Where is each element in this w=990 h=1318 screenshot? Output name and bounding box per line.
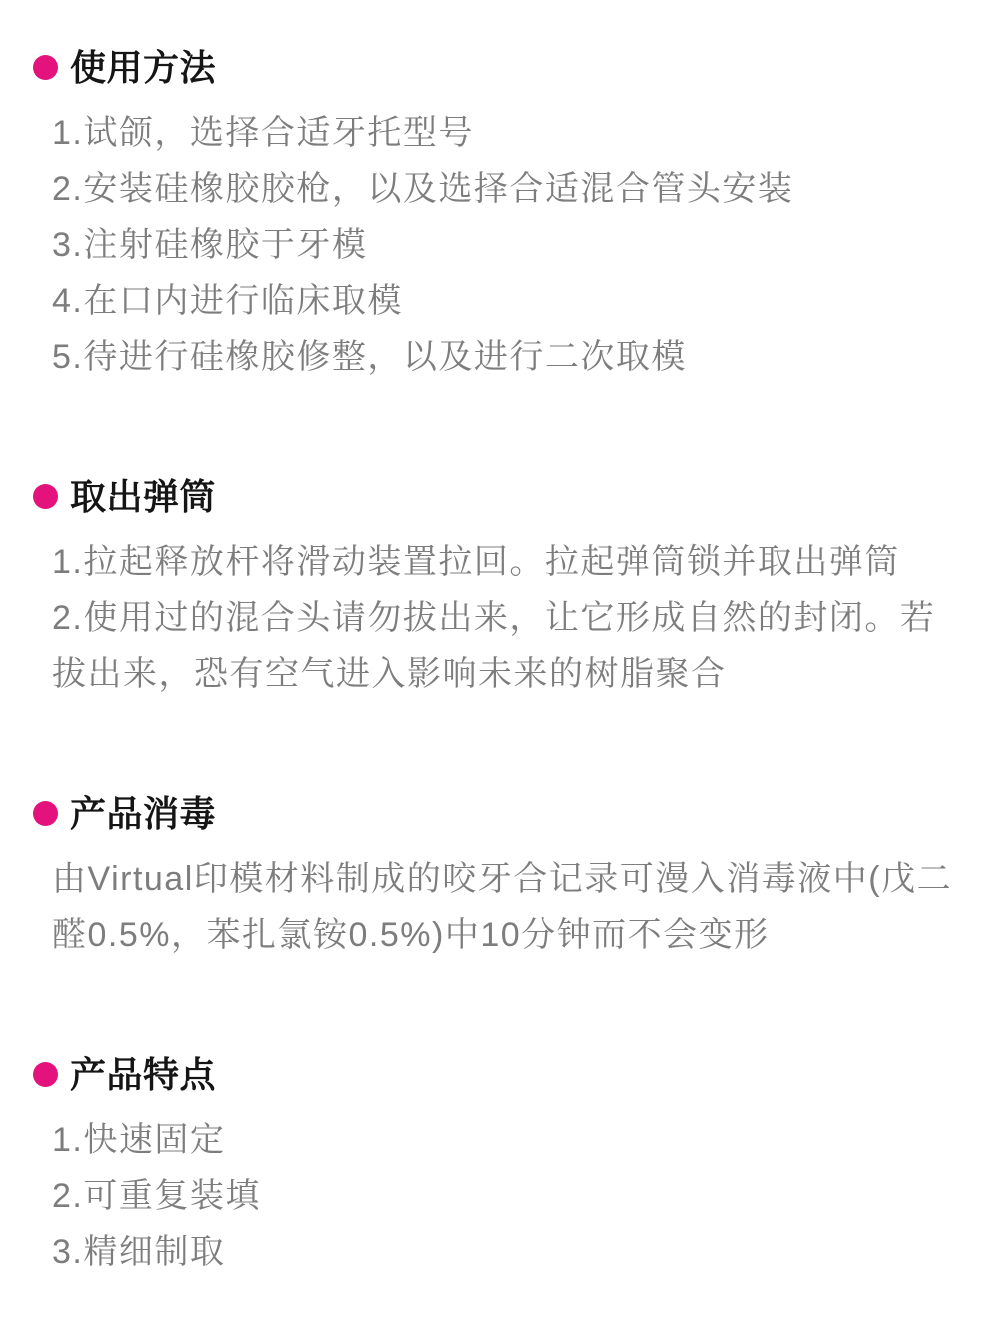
list-item: 1.试颌，选择合适牙托型号	[52, 114, 474, 152]
section-features	[33, 1053, 970, 1280]
paragraph-line: 由Virtual印模材料制成的咬牙合记录可漫入消毒液中(戊二	[52, 860, 953, 898]
list-item: 4.在口内进行临床取模	[52, 282, 403, 320]
section-body	[52, 534, 970, 702]
paragraph-line: 醛0.5%，苯扎氯铵0.5%)中10分钟而不会变形	[52, 916, 770, 954]
list-item: 3.注射硅橡胶于牙模	[52, 226, 368, 264]
bullet-icon	[33, 55, 58, 80]
section-header	[33, 475, 970, 518]
section-body	[52, 105, 970, 385]
list-item: 拔出来，恐有空气进入影响未来的树脂聚合	[52, 655, 727, 693]
section-body	[52, 1112, 970, 1280]
section-title: 取出弹筒	[70, 476, 217, 517]
section-body	[52, 851, 970, 963]
section-disinfection	[33, 792, 970, 963]
section-header	[33, 1053, 970, 1096]
section-header	[33, 792, 970, 835]
list-item: 1.拉起释放杆将滑动装置拉回。拉起弹筒锁并取出弹筒	[52, 543, 900, 581]
bullet-icon	[33, 484, 58, 509]
section-title: 产品特点	[70, 1054, 217, 1095]
list-item: 1.快速固定	[52, 1121, 226, 1159]
section-title: 使用方法	[70, 47, 217, 88]
list-item: 5.待进行硅橡胶修整，以及进行二次取模	[52, 338, 687, 376]
list-item: 3.精细制取	[52, 1233, 226, 1271]
section-remove-cartridge	[33, 475, 970, 702]
section-header	[33, 46, 970, 89]
section-title: 产品消毒	[70, 793, 217, 834]
section-usage-method	[33, 46, 970, 385]
bullet-icon	[33, 801, 58, 826]
list-item: 2.使用过的混合头请勿拔出来，让它形成自然的封闭。若	[52, 599, 936, 637]
list-item: 2.安装硅橡胶胶枪，以及选择合适混合管头安装	[52, 170, 794, 208]
bullet-icon	[33, 1062, 58, 1087]
list-item: 2.可重复装填	[52, 1177, 261, 1215]
